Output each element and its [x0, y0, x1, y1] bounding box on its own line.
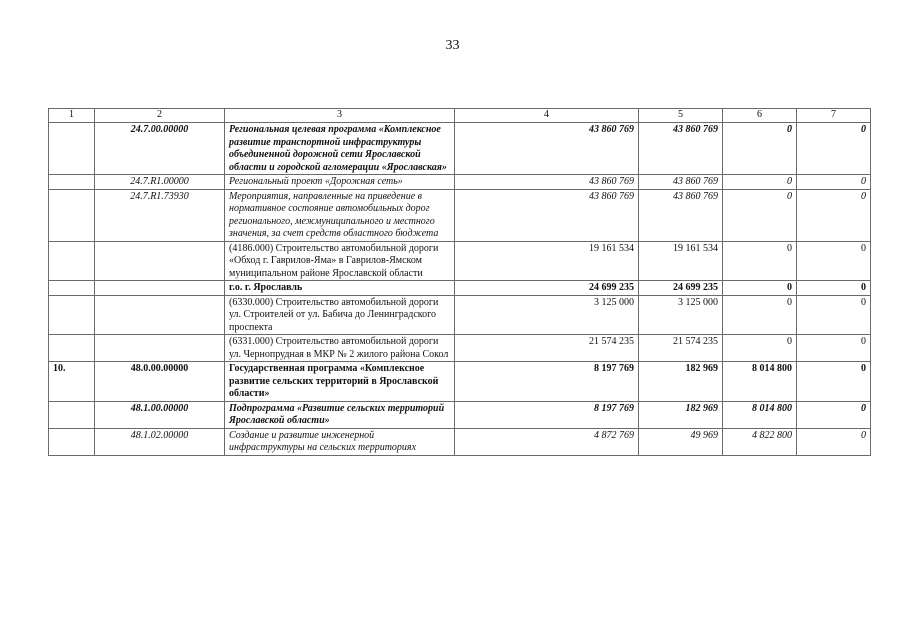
column-header: 1	[49, 109, 95, 123]
row-index-cell	[49, 401, 95, 428]
amount-cell-7: 0	[797, 428, 871, 455]
amount-cell-7: 0	[797, 241, 871, 281]
amount-cell-5: 3 125 000	[639, 295, 723, 335]
table-row	[49, 428, 871, 455]
table-row	[49, 123, 871, 175]
table-row	[49, 295, 871, 335]
amount-cell-6: 4 822 800	[723, 428, 797, 455]
amount-cell-4: 24 699 235	[455, 281, 639, 296]
row-index-cell	[49, 335, 95, 362]
amount-cell-5: 21 574 235	[639, 335, 723, 362]
budget-code-cell: 24.7.R1.73930	[95, 189, 225, 241]
amount-cell-7: 0	[797, 362, 871, 402]
amount-cell-5: 43 860 769	[639, 175, 723, 190]
amount-cell-4: 43 860 769	[455, 189, 639, 241]
amount-cell-6: 0	[723, 335, 797, 362]
program-name-cell: (6330.000) Строительство автомобильной дороги ул. Строителей от ул. Бабича до Ленинградского проспекта	[225, 295, 455, 335]
amount-cell-6: 0	[723, 281, 797, 296]
amount-cell-4: 43 860 769	[455, 175, 639, 190]
amount-cell-7: 0	[797, 175, 871, 190]
amount-cell-5: 43 860 769	[639, 123, 723, 175]
table-row	[49, 189, 871, 241]
row-index-cell	[49, 189, 95, 241]
amount-cell-6: 0	[723, 123, 797, 175]
amount-cell-5: 43 860 769	[639, 189, 723, 241]
amount-cell-5: 19 161 534	[639, 241, 723, 281]
table-row	[49, 401, 871, 428]
amount-cell-4: 19 161 534	[455, 241, 639, 281]
amount-cell-7: 0	[797, 189, 871, 241]
program-name-cell: Подпрограмма «Развитие сельских территорий Ярославской области»	[225, 401, 455, 428]
budget-code-cell: 48.1.00.00000	[95, 401, 225, 428]
budget-code-cell	[95, 281, 225, 296]
amount-cell-6: 0	[723, 175, 797, 190]
table-row	[49, 241, 871, 281]
amount-cell-4: 21 574 235	[455, 335, 639, 362]
budget-code-cell: 24.7.00.00000	[95, 123, 225, 175]
column-header: 3	[225, 109, 455, 123]
amount-cell-7: 0	[797, 401, 871, 428]
amount-cell-6: 0	[723, 189, 797, 241]
amount-cell-6: 8 014 800	[723, 401, 797, 428]
program-name-cell: (4186.000) Строительство автомобильной дороги «Обход г. Гаврилов-Яма» в Гаврилов-Ямском муниципальном районе Ярославской области	[225, 241, 455, 281]
column-header: 7	[797, 109, 871, 123]
budget-code-cell	[95, 241, 225, 281]
budget-code-cell: 48.1.02.00000	[95, 428, 225, 455]
row-index-cell	[49, 281, 95, 296]
budget-code-cell: 48.0.00.00000	[95, 362, 225, 402]
program-name-cell: Мероприятия, направленные на приведение в нормативное состояние автомобильных дорог регионального, межмуниципального и местного значения, за счет средств областного бюджета	[225, 189, 455, 241]
amount-cell-5: 24 699 235	[639, 281, 723, 296]
amount-cell-5: 49 969	[639, 428, 723, 455]
budget-code-cell: 24.7.R1.00000	[95, 175, 225, 190]
column-header: 4	[455, 109, 639, 123]
page-number: 33	[445, 38, 460, 53]
amount-cell-6: 0	[723, 295, 797, 335]
amount-cell-5: 182 969	[639, 401, 723, 428]
amount-cell-7: 0	[797, 281, 871, 296]
program-name-cell: Создание и развитие инженерной инфраструктуры на сельских территориях	[225, 428, 455, 455]
amount-cell-7: 0	[797, 335, 871, 362]
amount-cell-4: 3 125 000	[455, 295, 639, 335]
table-row	[49, 362, 871, 402]
row-index-cell	[49, 295, 95, 335]
program-name-cell: (6331.000) Строительство автомобильной дороги ул. Чернопрудная в МКР № 2 жилого района Сокол	[225, 335, 455, 362]
table-row	[49, 335, 871, 362]
amount-cell-6: 0	[723, 241, 797, 281]
table-row	[49, 281, 871, 296]
column-header: 5	[639, 109, 723, 123]
amount-cell-4: 8 197 769	[455, 362, 639, 402]
budget-code-cell	[95, 295, 225, 335]
budget-table	[48, 108, 871, 456]
program-name-cell: г.о. г. Ярославль	[225, 281, 455, 296]
amount-cell-4: 4 872 769	[455, 428, 639, 455]
amount-cell-5: 182 969	[639, 362, 723, 402]
amount-cell-4: 8 197 769	[455, 401, 639, 428]
program-name-cell: Государственная программа «Комплексное развитие сельских территорий в Ярославской области»	[225, 362, 455, 402]
budget-code-cell	[95, 335, 225, 362]
amount-cell-7: 0	[797, 295, 871, 335]
row-index-cell	[49, 241, 95, 281]
amount-cell-7: 0	[797, 123, 871, 175]
row-index-cell	[49, 123, 95, 175]
program-name-cell: Региональная целевая программа «Комплексное развитие транспортной инфраструктуры объединенной дорожной сети Ярославской области и городской агломерации «Ярославская»	[225, 123, 455, 175]
column-header: 6	[723, 109, 797, 123]
column-number-row	[49, 109, 871, 123]
amount-cell-6: 8 014 800	[723, 362, 797, 402]
column-header: 2	[95, 109, 225, 123]
amount-cell-4: 43 860 769	[455, 123, 639, 175]
table-row	[49, 175, 871, 190]
row-index-cell	[49, 175, 95, 190]
row-index-cell: 10.	[49, 362, 95, 402]
row-index-cell	[49, 428, 95, 455]
program-name-cell: Региональный проект «Дорожная сеть»	[225, 175, 455, 190]
